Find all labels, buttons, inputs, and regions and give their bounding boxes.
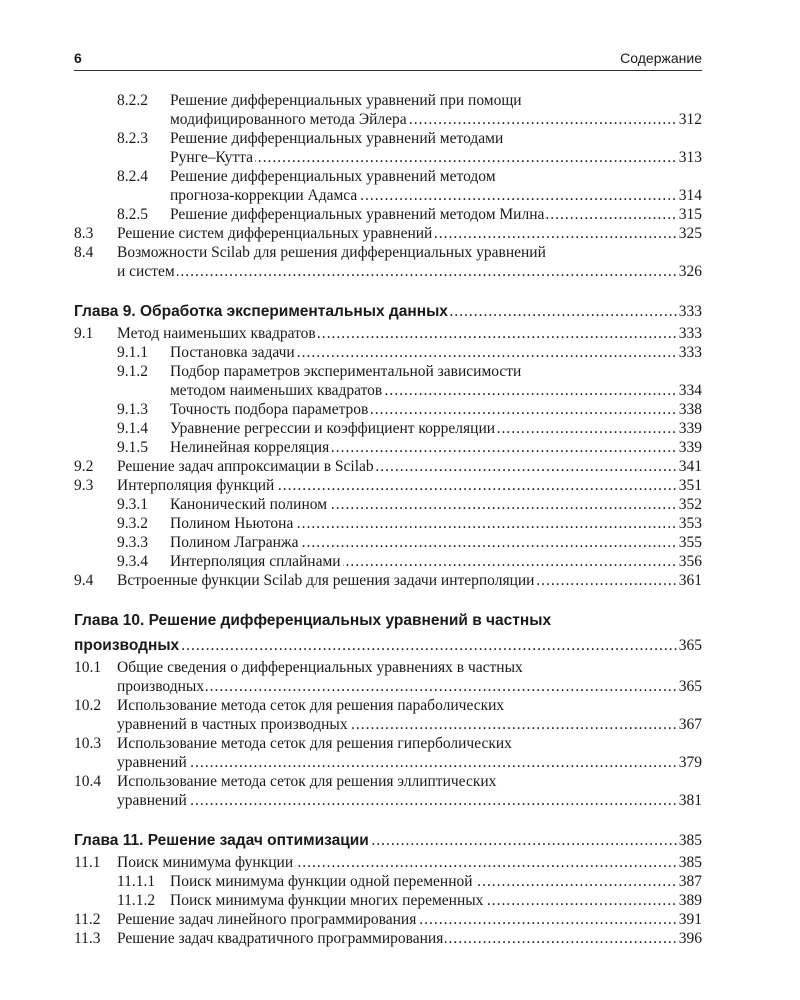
toc-entry-10-1-cont[interactable]	[74, 677, 702, 696]
section-number: 11.1	[74, 854, 101, 871]
toc-chapter-11[interactable]	[74, 828, 702, 853]
toc-entry-8-2-3-cont[interactable]	[74, 148, 702, 167]
toc-entry-9-3-2[interactable]	[74, 514, 702, 533]
section-number: 9.3.3	[117, 534, 148, 551]
section-title: Решение задач квадратичного программирования	[117, 930, 444, 947]
toc-entry-8-2-4-cont[interactable]	[74, 186, 702, 205]
section-title: Рунге–Кутта	[170, 149, 253, 166]
toc-entry-9-4[interactable]	[74, 571, 702, 590]
section-title: уравнений	[117, 792, 187, 809]
toc-entry-8-2-3[interactable]	[74, 129, 702, 148]
section-number: 9.3.4	[117, 553, 148, 570]
toc-entry-9-1-2[interactable]	[74, 362, 702, 381]
page-ref: 315	[678, 206, 702, 223]
page-ref: 339	[678, 439, 702, 456]
section-number: 10.3	[74, 735, 102, 752]
page-ref: 333	[677, 299, 702, 324]
section-title: Решение задач линейного программирования	[117, 911, 417, 928]
page-ref: 326	[678, 263, 702, 280]
section-title: уравнений	[117, 754, 187, 771]
page-ref: 356	[678, 553, 702, 570]
section-number: 8.2.5	[117, 206, 148, 223]
page-ref: 341	[678, 458, 702, 475]
section-number: 8.2.3	[117, 130, 148, 147]
section-number: 9.1.2	[117, 363, 148, 380]
section-title: Канонический полином	[170, 496, 328, 513]
toc-chapter-10-cont[interactable]	[74, 633, 702, 658]
toc-entry-10-4[interactable]	[74, 772, 702, 791]
section-title: прогноза-коррекции Адамса	[170, 187, 358, 204]
section-title: Уравнение регрессии и коэффициент корреляции	[170, 420, 496, 437]
section-title: уравнений в частных производных	[117, 716, 348, 733]
toc-entry-9-1-4[interactable]	[74, 419, 702, 438]
page-ref: 314	[678, 187, 702, 204]
toc-entry-8-3[interactable]	[74, 224, 702, 243]
toc-entry-8-2-2-cont[interactable]	[74, 110, 702, 129]
page-ref: 361	[678, 572, 702, 589]
section-title: Метод наименьших квадратов	[117, 325, 316, 342]
page-ref: 351	[678, 477, 702, 494]
section-title: Точность подбора параметров	[170, 401, 369, 418]
page-ref: 381	[678, 792, 702, 809]
page-ref: 389	[678, 892, 702, 909]
section-title: Полином Ньютона	[170, 515, 294, 532]
section-title: и систем	[117, 263, 175, 280]
toc-entry-8-2-2[interactable]	[74, 91, 702, 110]
section-number: 8.4	[74, 244, 94, 261]
page-ref: 353	[678, 515, 702, 532]
toc-entry-9-1-1[interactable]	[74, 343, 702, 362]
section-title: Решение дифференциальных уравнений методами	[170, 130, 504, 147]
page-ref: 334	[678, 382, 702, 399]
section-title: Решение задач аппроксимации в Scilab	[117, 458, 374, 475]
section-number: 9.3.2	[117, 515, 148, 532]
section-title: Интерполяция функций	[117, 477, 275, 494]
section-number: 11.3	[74, 930, 101, 947]
chapter-title: Глава 11. Решение задач оптимизации	[74, 832, 369, 849]
page-ref: 396	[678, 930, 702, 947]
page-header	[74, 48, 702, 71]
section-title: Использование метода сеток для решения эллиптических	[117, 773, 497, 790]
toc-entry-11-3[interactable]	[74, 929, 702, 948]
section-number: 9.4	[74, 572, 94, 589]
section-number: 9.1	[74, 325, 94, 342]
toc-entry-9-1-3[interactable]	[74, 400, 702, 419]
section-title: Решение систем дифференциальных уравнений	[117, 225, 433, 242]
page-ref: 339	[678, 420, 702, 437]
section-title: Решение дифференциальных уравнений методом Милна	[170, 206, 545, 223]
section-number: 9.1.5	[117, 439, 148, 456]
toc-chapter-10[interactable]	[74, 608, 702, 633]
toc-entry-8-2-4[interactable]	[74, 167, 702, 186]
toc-entry-11-2[interactable]	[74, 910, 702, 929]
page-ref: 365	[678, 678, 702, 695]
section-title: Общие сведения о дифференциальных уравнениях в частных	[117, 659, 523, 676]
toc-entry-9-3[interactable]	[74, 476, 702, 495]
chapter-title: Глава 10. Решение дифференциальных уравнений в частных	[74, 612, 552, 629]
section-number: 8.3	[74, 225, 94, 242]
toc-entry-11-1[interactable]	[74, 853, 702, 872]
section-number: 10.2	[74, 697, 102, 714]
section-title: Решение дифференциальных уравнений при помощи	[170, 92, 522, 109]
page-ref: 325	[678, 225, 702, 242]
section-number: 8.2.2	[117, 92, 148, 109]
section-title: Поиск минимума функции одной переменной	[170, 873, 473, 890]
section-title: Возможности Scilab для решения дифференциальных уравнений	[117, 244, 546, 261]
toc-entry-10-2[interactable]	[74, 696, 702, 715]
section-title: Поиск минимума функции многих переменных	[170, 892, 484, 909]
toc-chapter-9[interactable]	[74, 299, 702, 324]
page-ref: 333	[678, 325, 702, 342]
page-ref: 365	[677, 633, 702, 658]
page-ref: 385	[678, 854, 702, 871]
section-number: 10.4	[74, 773, 102, 790]
page-ref: 333	[678, 344, 702, 361]
toc-entry-9-1-5[interactable]	[74, 438, 702, 457]
section-title: модифицированного метода Эйлера	[170, 111, 407, 128]
toc-entry-10-1[interactable]	[74, 658, 702, 677]
section-number: 9.1.4	[117, 420, 148, 437]
page-ref: 313	[678, 149, 702, 166]
toc-entry-10-3[interactable]	[74, 734, 702, 753]
toc-entry-10-2-cont[interactable]	[74, 715, 702, 734]
toc-entry-10-3-cont[interactable]	[74, 753, 702, 772]
toc-entry-9-3-3[interactable]	[74, 533, 702, 552]
section-title: Полином Лагранжа	[170, 534, 299, 551]
section-title: Поиск минимума функции	[117, 854, 294, 871]
page-ref: 338	[678, 401, 702, 418]
section-title: Интерполяция сплайнами	[170, 553, 341, 570]
section-title: Использование метода сеток для решения параболических	[117, 697, 505, 714]
toc-entry-11-1-1[interactable]	[74, 872, 702, 891]
section-title: Решение дифференциальных уравнений методом	[170, 168, 496, 185]
toc-entry-9-3-4[interactable]	[74, 552, 702, 571]
section-title: Постановка задачи	[170, 344, 295, 361]
page-ref: 379	[678, 754, 702, 771]
toc-entry-8-4-cont[interactable]	[74, 262, 702, 281]
section-number: 11.1.2	[117, 892, 156, 909]
table-of-contents	[74, 91, 702, 948]
section-number: 9.1.3	[117, 401, 148, 418]
section-title: производных	[117, 678, 205, 695]
page-ref: 391	[678, 911, 702, 928]
section-title: Нелинейная корреляция	[170, 439, 330, 456]
page-ref: 385	[677, 828, 702, 853]
running-title: Содержание	[620, 50, 702, 66]
section-number: 9.3	[74, 477, 94, 494]
page-ref: 312	[678, 111, 702, 128]
toc-entry-9-3-1[interactable]	[74, 495, 702, 514]
section-title: Использование метода сеток для решения гиперболических	[117, 735, 512, 752]
page-ref: 352	[678, 496, 702, 513]
section-number: 11.1.1	[117, 873, 156, 890]
section-number: 11.2	[74, 911, 101, 928]
chapter-title: производных	[74, 637, 180, 654]
toc-entry-11-1-2[interactable]	[74, 891, 702, 910]
toc-entry-8-2-5[interactable]	[74, 205, 702, 224]
toc-entry-10-4-cont[interactable]	[74, 791, 702, 810]
section-title: Подбор параметров экспериментальной зависимости	[170, 363, 522, 380]
toc-entry-9-1[interactable]	[74, 324, 702, 343]
toc-entry-9-2[interactable]	[74, 457, 702, 476]
page-ref: 355	[678, 534, 702, 551]
section-number: 9.2	[74, 458, 94, 475]
section-title: Встроенные функции Scilab для решения задачи интерполяции	[117, 572, 535, 589]
page-ref: 387	[678, 873, 702, 890]
section-number: 10.1	[74, 659, 102, 676]
section-title: методом наименьших квадратов	[170, 382, 383, 399]
section-number: 8.2.4	[117, 168, 148, 185]
toc-entry-8-4[interactable]	[74, 243, 702, 262]
chapter-title: Глава 9. Обработка экспериментальных данных	[74, 303, 448, 320]
toc-entry-9-1-2-cont[interactable]	[74, 381, 702, 400]
page-number: 6	[74, 50, 82, 66]
section-number: 9.1.1	[117, 344, 148, 361]
section-number: 9.3.1	[117, 496, 148, 513]
page-ref: 367	[678, 716, 702, 733]
